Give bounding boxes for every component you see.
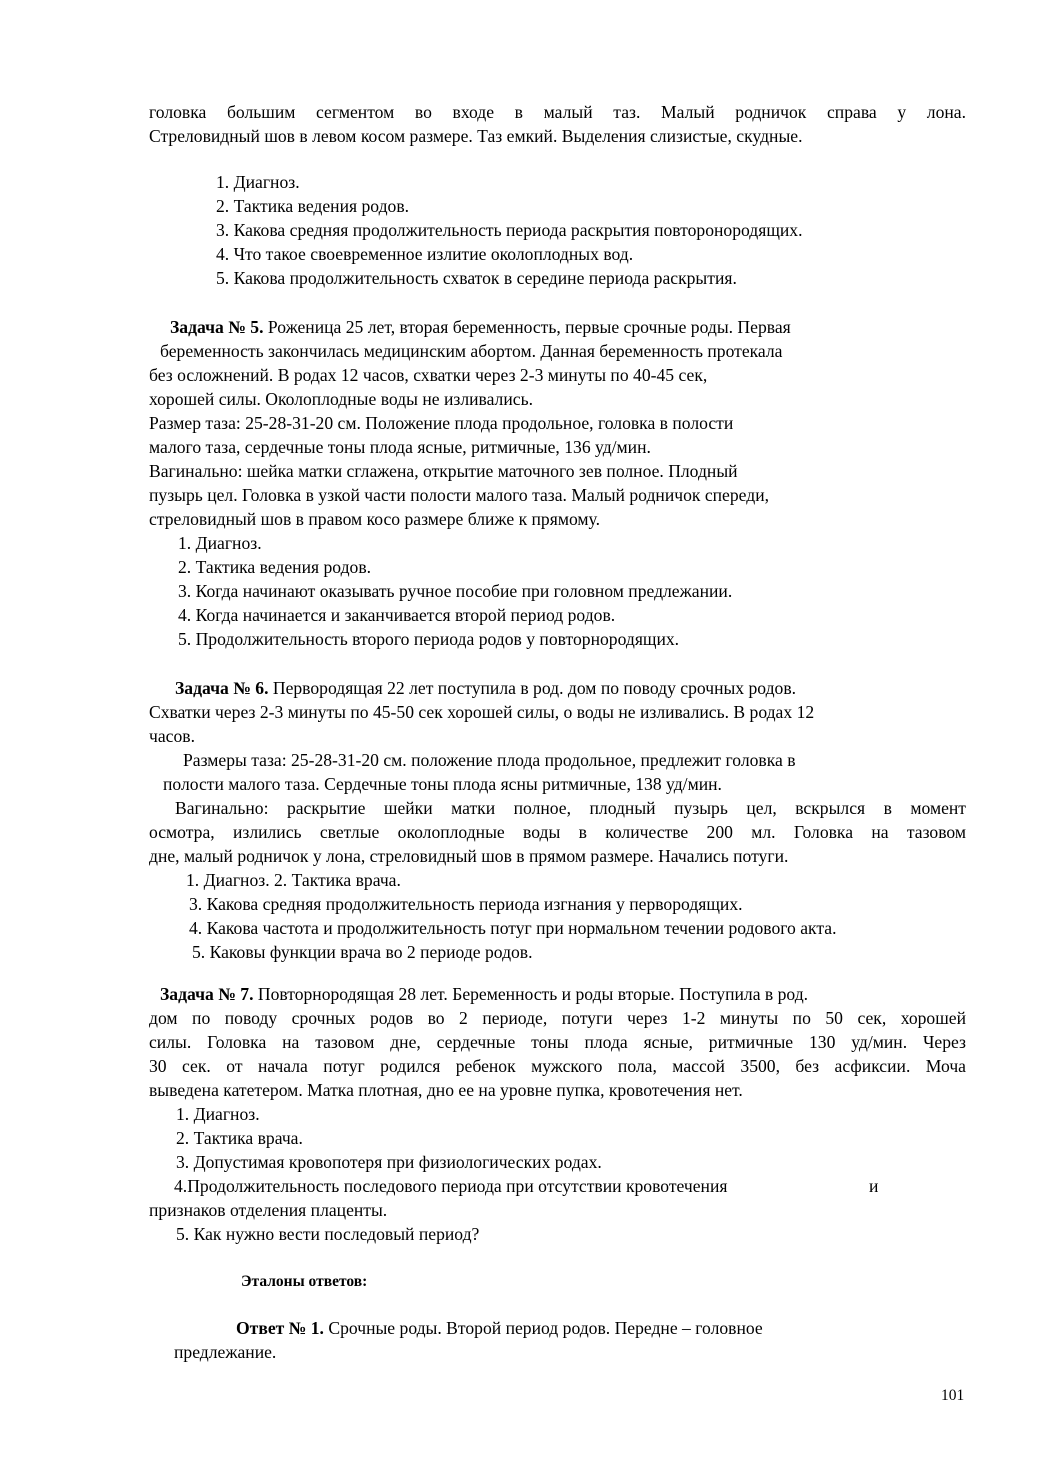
task7-line-3: силы. Головка на тазовом дне, сердечные тоны плода ясные, ритмичные 130 уд/мин. Через — [149, 1032, 966, 1052]
task5-title: Задача № 5. — [170, 317, 264, 337]
task5-first-line — [170, 315, 791, 339]
task7-question-3: 3. Допустимая кровопотеря при физиологических родах. — [176, 1152, 602, 1172]
task6-line-4: Размеры таза: 25-28-31-20 см. положение плода продольное, предлежит головка в — [183, 750, 796, 770]
task6-question-2: 3. Какова средняя продолжительность периода изгнания у первородящих. — [189, 894, 743, 914]
task7-question-5: 5. Как нужно вести последовый период? — [176, 1224, 480, 1244]
task6-title: Задача № 6. — [175, 678, 269, 698]
task6-line-6: Вагинально: раскрытие шейки матки полное, плодный пузырь цел, вскрылся в момент — [175, 798, 966, 818]
task6-question-1: 1. Диагноз. 2. Тактика врача. — [186, 870, 401, 890]
intro-line-2: Стреловидный шов в левом косом размере. Таз емкий. Выделения слизистые, скудные. — [149, 126, 803, 146]
intro-question-2: 2. Тактика ведения родов. — [216, 196, 410, 216]
task5-line-5: Размер таза: 25-28-31-20 см. Положение плода продольное, головка в полости — [149, 413, 734, 433]
task6-first-line — [175, 676, 796, 700]
task6-line-2: Схватки через 2-3 минуты по 45-50 сек хорошей силы, о воды не изливались. В родах 12 — [149, 702, 815, 722]
task7-question-1: 1. Диагноз. — [176, 1104, 260, 1124]
task6-line-8: дне, малый родничок у лона, стреловидный шов в прямом размере. Начались потуги. — [149, 846, 789, 866]
intro-question-3: 3. Какова средняя продолжительность периода раскрытия повторонородящих. — [216, 220, 803, 240]
task5-line-8: пузырь цел. Головка в узкой части полости малого таза. Малый родничок спереди, — [149, 485, 770, 505]
task6-line-5: полости малого таза. Сердечные тоны плода ясны ритмичные, 138 уд/мин. — [163, 774, 722, 794]
task6-question-4: 5. Каковы функции врача во 2 периоде родов. — [192, 942, 533, 962]
task5-line-6: малого таза, сердечные тоны плода ясные, ритмичные, 136 уд/мин. — [149, 437, 651, 457]
task7-question-4-cont: признаков отделения плаценты. — [149, 1200, 388, 1220]
task5-question-2: 2. Тактика ведения родов. — [178, 557, 372, 577]
task7-question-4-tail: и — [869, 1176, 879, 1196]
task5-line-7: Вагинально: шейка матки сглажена, открытие маточного зев полное. Плодный — [149, 461, 738, 481]
answer1-line-2: предлежание. — [174, 1342, 277, 1362]
answer1-line-1: Срочные роды. Второй период родов. Передне – головное — [323, 1318, 763, 1338]
answers-heading: Эталоны ответов: — [241, 1273, 368, 1290]
answer1-first-line — [236, 1316, 763, 1340]
task7-line-4: 30 сек. от начала потуг родился ребенок мужского пола, массой 3500, без асфиксии. Моча — [149, 1056, 966, 1076]
task7-line-5: выведена катетером. Матка плотная, дно ее на уровне пупка, кровотечения нет. — [149, 1080, 743, 1100]
task7-question-4: 4.Продолжительность последового периода при отсутствии кровотечения — [174, 1176, 728, 1196]
task5-line-2: беременность закончилась медицинским абортом. Данная беременность протекала — [160, 341, 783, 361]
task5-line-3: без осложнений. В родах 12 часов, схватки через 2-3 минуты по 40-45 сек, — [149, 365, 708, 385]
answer1-title: Ответ № 1. — [236, 1318, 324, 1338]
task6-line-1: Первородящая 22 лет поступила в род. дом по поводу срочных родов. — [268, 678, 797, 698]
task6-line-3: часов. — [149, 726, 195, 746]
task7-line-2: дом по поводу срочных родов во 2 периоде, потуги через 1-2 минуты по 50 сек, хорошей — [149, 1008, 966, 1028]
task7-first-line — [160, 982, 808, 1006]
intro-question-4: 4. Что такое своевременное излитие околоплодных вод. — [216, 244, 634, 264]
intro-line-1: головка большим сегментом во входе в малый таз. Малый родничок справа у лона. — [149, 102, 966, 122]
task5-question-4: 4. Когда начинается и заканчивается второй период родов. — [178, 605, 616, 625]
intro-question-1: 1. Диагноз. — [216, 172, 300, 192]
task6-line-7: осмотра, излились светлые околоплодные воды в количестве 200 мл. Головка на тазовом — [149, 822, 966, 842]
intro-question-5: 5. Какова продолжительность схваток в середине периода раскрытия. — [216, 268, 737, 288]
task7-line-1: Повторнородящая 28 лет. Беременность и роды вторые. Поступила в род. — [253, 984, 809, 1004]
task5-question-3: 3. Когда начинают оказывать ручное пособие при головном предлежании. — [178, 581, 733, 601]
task7-question-2: 2. Тактика врача. — [176, 1128, 303, 1148]
task5-line-9: стреловидный шов в правом косо размере ближе к прямому. — [149, 509, 600, 529]
task5-question-1: 1. Диагноз. — [178, 533, 262, 553]
task6-question-3: 4. Какова частота и продолжительность потуг при нормальном течении родового акта. — [189, 918, 837, 938]
task5-question-5: 5. Продолжительность второго периода родов у повторнородящих. — [178, 629, 680, 649]
task5-line-1: Роженица 25 лет, вторая беременность, первые срочные роды. Первая — [263, 317, 791, 337]
task5-line-4: хорошей силы. Околоплодные воды не изливались. — [149, 389, 533, 409]
page-number: 101 — [941, 1387, 965, 1404]
task7-title: Задача № 7. — [160, 984, 254, 1004]
